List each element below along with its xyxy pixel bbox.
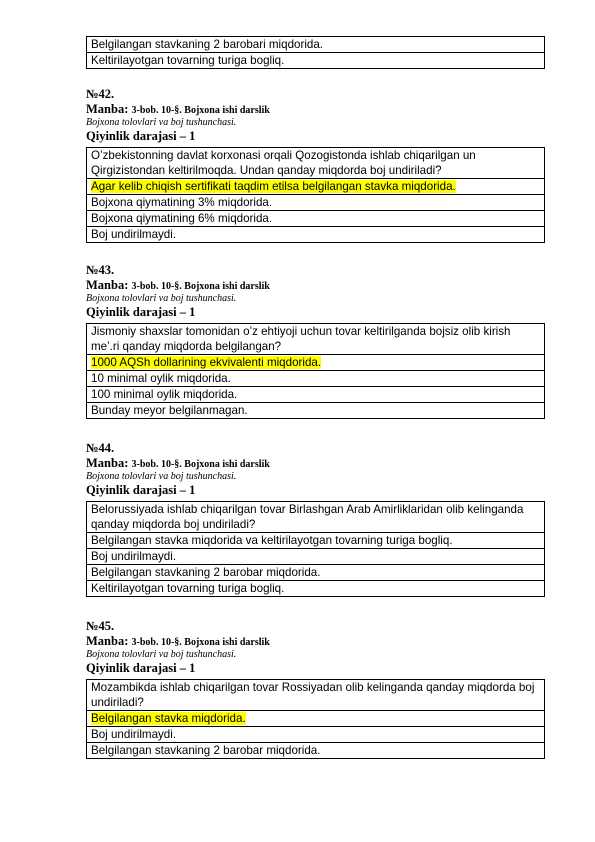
- question-text: Belorussiyada ishlab chiqarilgan tovar Birlashgan Arab Amirliklaridan olib kelinganda qanday miqdorda boj undiriladi?: [91, 503, 524, 531]
- table-row: [87, 533, 545, 549]
- answer-cell: [87, 227, 545, 243]
- answer-text: Keltirilayotgan tovarning turiga bogliq.: [91, 582, 285, 595]
- answer-text: Boj undirilmaydi.: [91, 728, 177, 741]
- table-row: [87, 549, 545, 565]
- table-row: [87, 581, 545, 597]
- source-line: [86, 456, 546, 471]
- question-number: №42.: [86, 87, 115, 101]
- answer-text: Belgilangan stavka miqdorida va keltirilayotgan tovarning turiga bogliq.: [91, 534, 453, 547]
- table-row: [87, 727, 545, 743]
- difficulty-line: Qiyinlik darajasi – 1: [86, 129, 196, 143]
- source-label: Manba:: [86, 278, 129, 292]
- source-line: [86, 634, 546, 649]
- table-row: [87, 565, 545, 581]
- source-label: Manba:: [86, 102, 129, 116]
- correct-answer-text: Belgilangan stavka miqdorida.: [91, 712, 246, 725]
- question-cell: [87, 324, 545, 355]
- answer-text: Bojxona qiymatining 6% miqdorida.: [91, 212, 273, 225]
- question-table-45: [86, 679, 545, 759]
- table-row: [87, 387, 545, 403]
- question-table-43: [86, 323, 545, 419]
- question-text: Jismoniy shaxslar tomonidan o’z ehtiyoji uchun tovar keltirilganda bojsiz olib kirish me’.ri qanday miqdorda belgilangan?: [91, 325, 511, 353]
- table-row: [87, 502, 545, 533]
- source-text: 3-bob. 10-§. Bojxona ishi darslik: [131, 637, 270, 648]
- answer-cell: [87, 371, 545, 387]
- table-row: [87, 743, 545, 759]
- answer-text: 10 minimal oylik miqdorida.: [91, 372, 231, 385]
- table-row: [87, 355, 545, 371]
- answer-text: Belgilangan stavkaning 2 barobar miqdorida.: [91, 566, 321, 579]
- difficulty-line: Qiyinlik darajasi – 1: [86, 661, 196, 675]
- answer-text: 100 minimal oylik miqdorida.: [91, 388, 238, 401]
- answer-text: Keltirilayotgan tovarning turiga bogliq.: [91, 54, 285, 67]
- table-row: [87, 680, 545, 711]
- question-table-44: [86, 501, 545, 597]
- table-row: [87, 227, 545, 243]
- correct-answer-text: Agar kelib chiqish sertifikati taqdim etilsa belgilangan stavka miqdorida.: [91, 180, 456, 193]
- topic-line: Bojxona tolovlari va boj tushunchasi.: [86, 649, 237, 660]
- topic-line: Bojxona tolovlari va boj tushunchasi.: [86, 471, 237, 482]
- table-row: [87, 324, 545, 355]
- answer-cell: [87, 179, 545, 195]
- question-cell: [87, 680, 545, 711]
- source-label: Manba:: [86, 456, 129, 470]
- question-cell: [87, 148, 545, 179]
- table-row: [87, 211, 545, 227]
- table-row: [87, 403, 545, 419]
- source-text: 3-bob. 10-§. Bojxona ishi darslik: [131, 281, 270, 292]
- answer-text: Boj undirilmaydi.: [91, 550, 177, 563]
- answer-cell: [87, 727, 545, 743]
- answer-cell: [87, 533, 545, 549]
- answer-text: Bojxona qiymatining 3% miqdorida.: [91, 196, 273, 209]
- difficulty-line: Qiyinlik darajasi – 1: [86, 483, 196, 497]
- answer-text: Belgilangan stavkaning 2 barobar miqdorida.: [91, 744, 321, 757]
- question-text: O’zbekistonning davlat korxonasi orqali Qozogistonda ishlab chiqarilgan un Qirgizistondan keltirilmoqda. Undan qanday miqdorda boj undiriladi?: [91, 149, 476, 177]
- table-row: [87, 53, 545, 69]
- question-number: №45.: [86, 619, 115, 633]
- answer-cell: [87, 581, 545, 597]
- source-text: 3-bob. 10-§. Bojxona ishi darslik: [131, 459, 270, 470]
- question-header-42: [86, 87, 546, 143]
- answer-cell: [87, 743, 545, 759]
- answer-cell: [87, 37, 545, 53]
- answer-cell: [87, 211, 545, 227]
- answer-cell: [87, 355, 545, 371]
- question-text: Mozambikda ishlab chiqarilgan tovar Rossiyadan olib kelinganda qanday miqdorda boj undiriladi?: [91, 681, 535, 709]
- table-row: [87, 37, 545, 53]
- answer-cell: [87, 53, 545, 69]
- answer-cell: [87, 549, 545, 565]
- table-row: [87, 148, 545, 179]
- question-header-43: [86, 263, 546, 319]
- top-answer-table: [86, 36, 545, 69]
- question-header-44: [86, 441, 546, 497]
- table-row: [87, 195, 545, 211]
- table-row: [87, 371, 545, 387]
- topic-line: Bojxona tolovlari va boj tushunchasi.: [86, 293, 237, 304]
- question-table-42: [86, 147, 545, 243]
- question-number: №43.: [86, 263, 115, 277]
- source-text: 3-bob. 10-§. Bojxona ishi darslik: [131, 105, 270, 116]
- question-number: №44.: [86, 441, 115, 455]
- question-cell: [87, 502, 545, 533]
- answer-text: Belgilangan stavkaning 2 barobari miqdorida.: [91, 38, 324, 51]
- answer-cell: [87, 195, 545, 211]
- source-line: [86, 278, 546, 293]
- answer-cell: [87, 387, 545, 403]
- answer-text: Bunday meyor belgilanmagan.: [91, 404, 248, 417]
- source-label: Manba:: [86, 634, 129, 648]
- question-header-45: [86, 619, 546, 675]
- answer-cell: [87, 565, 545, 581]
- topic-line: Bojxona tolovlari va boj tushunchasi.: [86, 117, 237, 128]
- difficulty-line: Qiyinlik darajasi – 1: [86, 305, 196, 319]
- correct-answer-text: 1000 AQSh dollarining ekvivalenti miqdorida.: [91, 356, 322, 369]
- table-row: [87, 711, 545, 727]
- answer-cell: [87, 403, 545, 419]
- answer-text: Boj undirilmaydi.: [91, 228, 177, 241]
- table-row: [87, 179, 545, 195]
- source-line: [86, 102, 546, 117]
- answer-cell: [87, 711, 545, 727]
